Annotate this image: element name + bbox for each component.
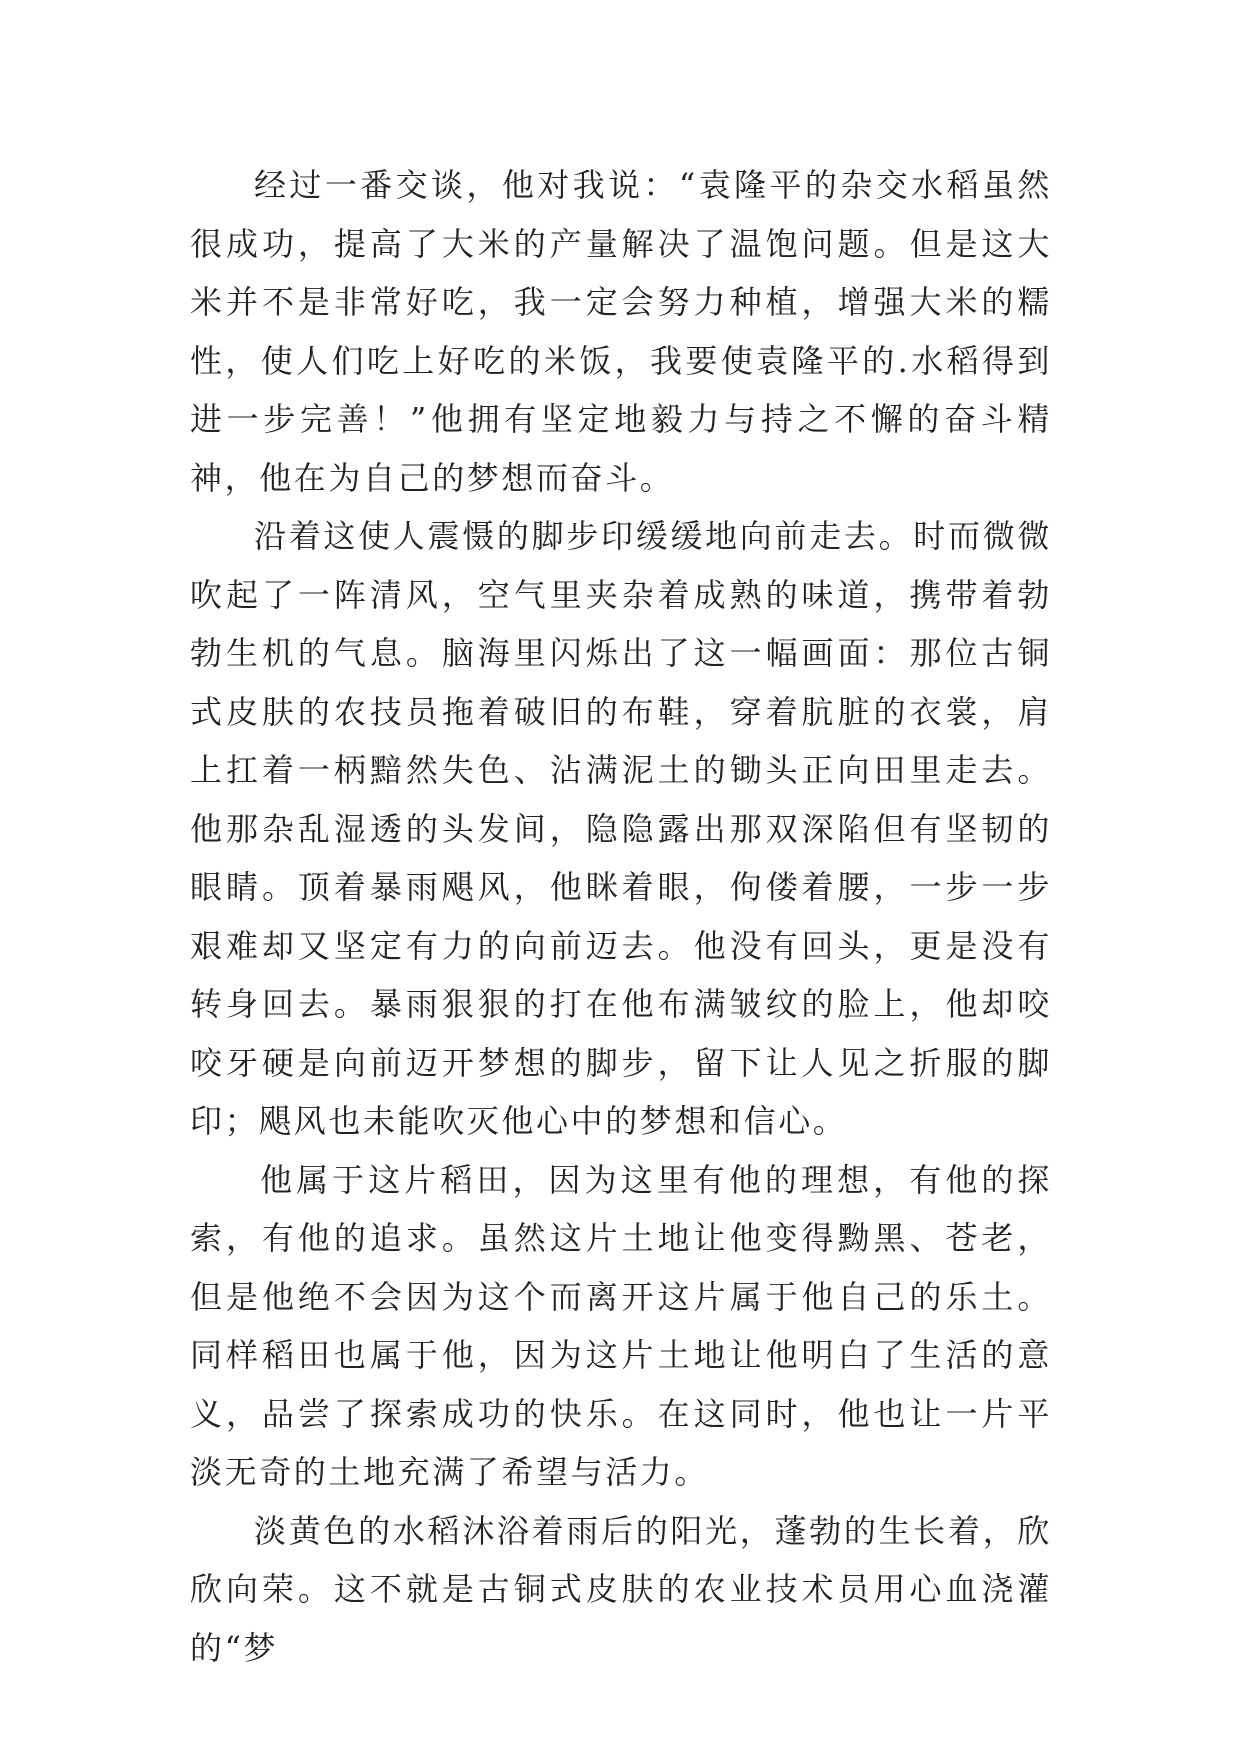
paragraph-2: 沿着这使人震慑的脚步印缓缓地向前走去。时而微微吹起了一阵清风，空气里夹杂着成熟的味道，携带着勃勃生机的气息。脑海里闪烁出了这一幅画面：那位古铜式皮肤的农技员拖着破旧的布鞋，穿着肮脏的衣裳，肩上扛着一柄黯然失色、沾满泥土的锄头正向田里走去。他那杂乱湿透的头发间，隐隐露出那双深陷但有坚韧的眼睛。顶着暴雨飓风，他眯着眼，佝偻着腰，一步一步艰难却又坚定有力的向前迈去。他没有回头，更是没有转身回去。暴雨狠狠的打在他布满皱纹的脸上，他却咬咬牙硬是向前迈开梦想的脚步，留下让人见之折服的脚印；飓风也未能吹灭他心中的梦想和信心。 (190, 517, 1052, 1140)
document-body (190, 156, 1052, 1677)
paragraph-3: 他属于这片稻田，因为这里有他的理想，有他的探索，有他的追求。虽然这片土地让他变得黝黑、苍老，但是他绝不会因为这个而离开这片属于他自己的乐土。同样稻田也属于他，因为这片土地让他明白了生活的意义，品尝了探索成功的快乐。在这同时，他也让一片平淡无奇的土地充满了希望与活力。 (190, 1160, 1052, 1491)
paragraph-4: 淡黄色的水稻沐浴着雨后的阳光，蓬勃的生长着，欣欣向荣。这不就是古铜式皮肤的农业技术员用心血浇灌的“梦 (190, 1511, 1052, 1667)
paragraph-1: 经过一番交谈，他对我说：“袁隆平的杂交水稻虽然很成功，提高了大米的产量解决了温饱问题。但是这大米并不是非常好吃，我一定会努力种植，增强大米的糯性，使人们吃上好吃的米饭，我要使袁隆平的.水稻得到进一步完善！”他拥有坚定地毅力与持之不懈的奋斗精神，他在为自己的梦想而奋斗。 (190, 166, 1052, 497)
